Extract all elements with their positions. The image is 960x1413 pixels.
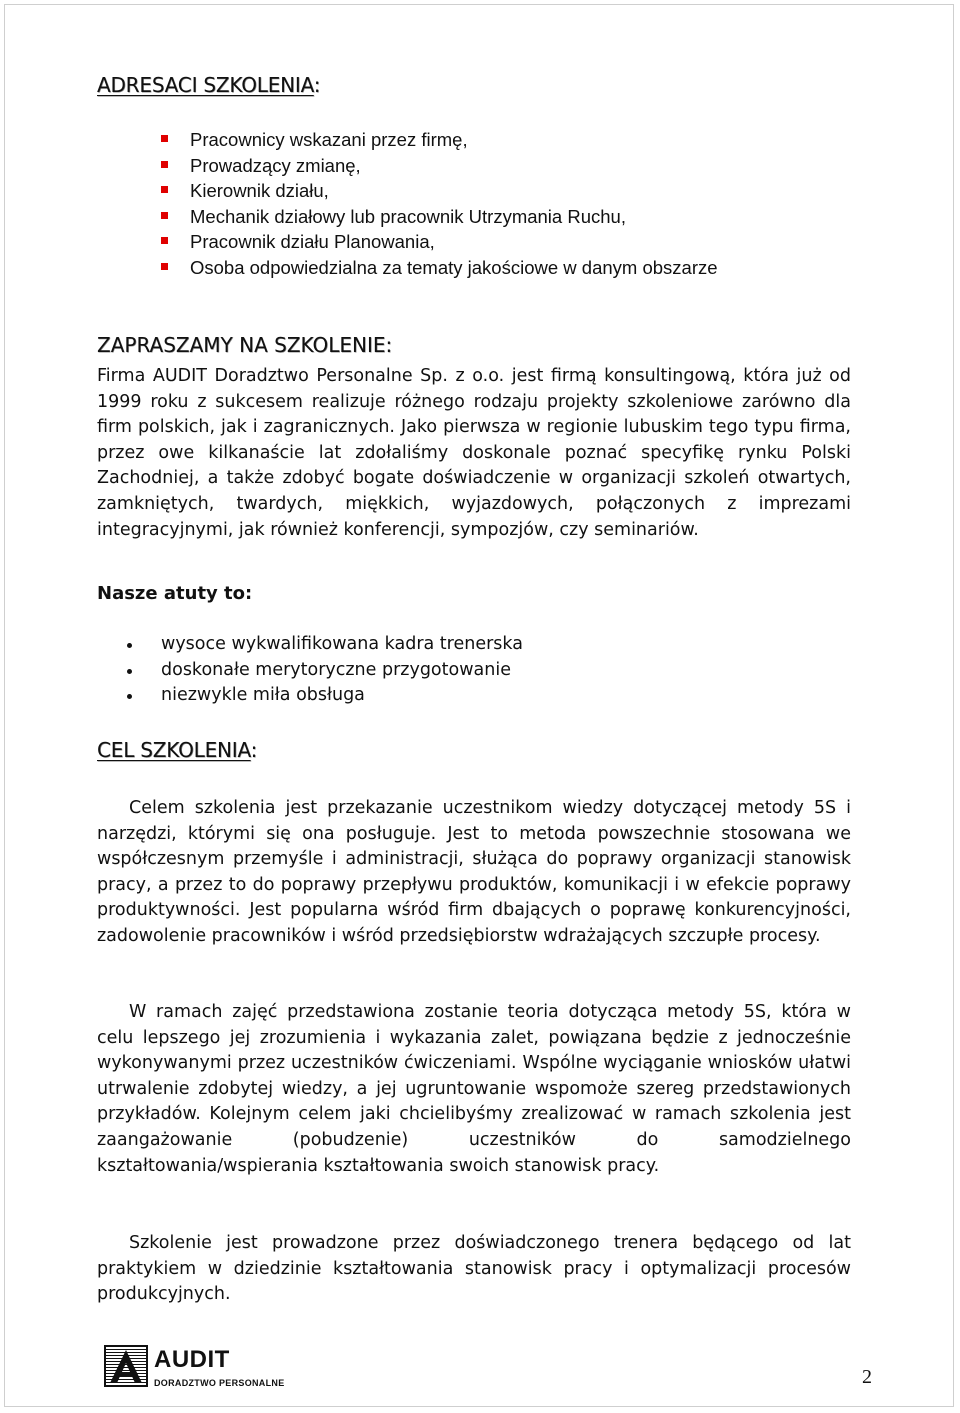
heading-cel: CEL SZKOLENIA: xyxy=(97,738,258,762)
audit-logo-mark-icon xyxy=(104,1345,148,1387)
page-number: 2 xyxy=(862,1366,872,1388)
atuty-list xyxy=(127,632,523,709)
logo-subtitle-text: DORADZTWO PERSONALNE xyxy=(154,1378,285,1388)
square-bullet-icon xyxy=(161,135,168,142)
list-item: doskonałe merytoryczne przygotowanie xyxy=(127,658,523,684)
heading-zapraszamy: ZAPRASZAMY NA SZKOLENIE: xyxy=(97,333,393,357)
company-logo xyxy=(104,1345,304,1391)
logo-brand-text: AUDIT xyxy=(154,1346,230,1373)
list-item: Pracownicy wskazani przez firmę, xyxy=(161,127,718,153)
square-bullet-icon xyxy=(161,263,168,270)
cel-paragraph-3: Szkolenie jest prowadzone przez doświadczonego trenera będącego od lat praktykiem w dziedzinie kształtowania stanowisk pracy i optymalizacji procesów produkcyjnych. xyxy=(97,1233,851,1305)
list-item: wysoce wykwalifikowana kadra trenerska xyxy=(127,632,523,658)
dot-bullet-icon xyxy=(127,643,132,648)
list-item: Prowadzący zmianę, xyxy=(161,153,718,179)
cel-paragraph-1: Celem szkolenia jest przekazanie uczestnikom wiedzy dotyczącej metody 5S i narzędzi, którymi się ona posługuje. Jest to metoda powszechnie stosowana we współczesnym przemyśle i administracji, służąca do poprawy organizacji stanowisk pracy, a przez to do poprawy przepływu produktów, komunikacji i w efekcie poprawy produktywności. Jest popularna wśród firm dbających o poprawę konkurencyjności, zadowolenie pracowników i wśród przedsiębiorstw wdrażających szczupłe procesy. xyxy=(97,798,851,946)
adresaci-list xyxy=(161,127,718,281)
list-item: Pracownik działu Planowania, xyxy=(161,229,718,255)
cel-paragraph-2: W ramach zajęć przedstawiona zostanie teoria dotycząca metody 5S, która w celu lepszego jej zrozumienia i wykazania zalet, powiązana będzie z jednocześnie wykonywanymi przez uczestników ćwiczeniami. Wspólne wyciąganie wniosków ułatwi utrwalenie zdobytej wiedzy, a jej ugruntowanie wspomoże szereg przedstawionych przykładów. Kolejnym celem jaki chcielibyśmy zrealizować w ramach szkolenia jest zaangażowanie (pobudzenie) uczestników do samodzielnego kształtowania/wspierania kształtowania swoich stanowisk pracy. xyxy=(97,1002,851,1176)
square-bullet-icon xyxy=(161,212,168,219)
dot-bullet-icon xyxy=(127,669,132,674)
list-item: Mechanik działowy lub pracownik Utrzymania Ruchu, xyxy=(161,204,718,230)
atuty-heading: Nasze atuty to: xyxy=(97,583,253,604)
company-paragraph: Firma AUDIT Doradztwo Personalne Sp. z o.o. jest firmą konsultingową, która już od 1999 roku z sukcesem realizuje różnego rodzaju projekty szkoleniowe zarówno dla firm polskich, jak i zagranicznych. Jako pierwsza w regionie lubuskim tego typu firma, przez owe kilkanaście lat zdołaliśmy doskonale poznać specyfikę rynku Polski Zachodniej, a także zdobyć bogate doświadczenie w organizacji szkoleń otwartych, zamkniętych, twardych, miękkich, wyjazdowych, połączonych z imprezami integracyjnymi, jak również konferencji, sympozjów, czy seminariów. xyxy=(97,366,851,540)
list-item: Osoba odpowiedzialna za tematy jakościowe w danym obszarze xyxy=(161,255,718,281)
heading-adresaci: ADRESACI SZKOLENIA: xyxy=(97,73,321,97)
square-bullet-icon xyxy=(161,237,168,244)
dot-bullet-icon xyxy=(127,694,132,699)
square-bullet-icon xyxy=(161,161,168,168)
list-item: niezwykle miła obsługa xyxy=(127,683,523,709)
square-bullet-icon xyxy=(161,186,168,193)
list-item: Kierownik działu, xyxy=(161,178,718,204)
